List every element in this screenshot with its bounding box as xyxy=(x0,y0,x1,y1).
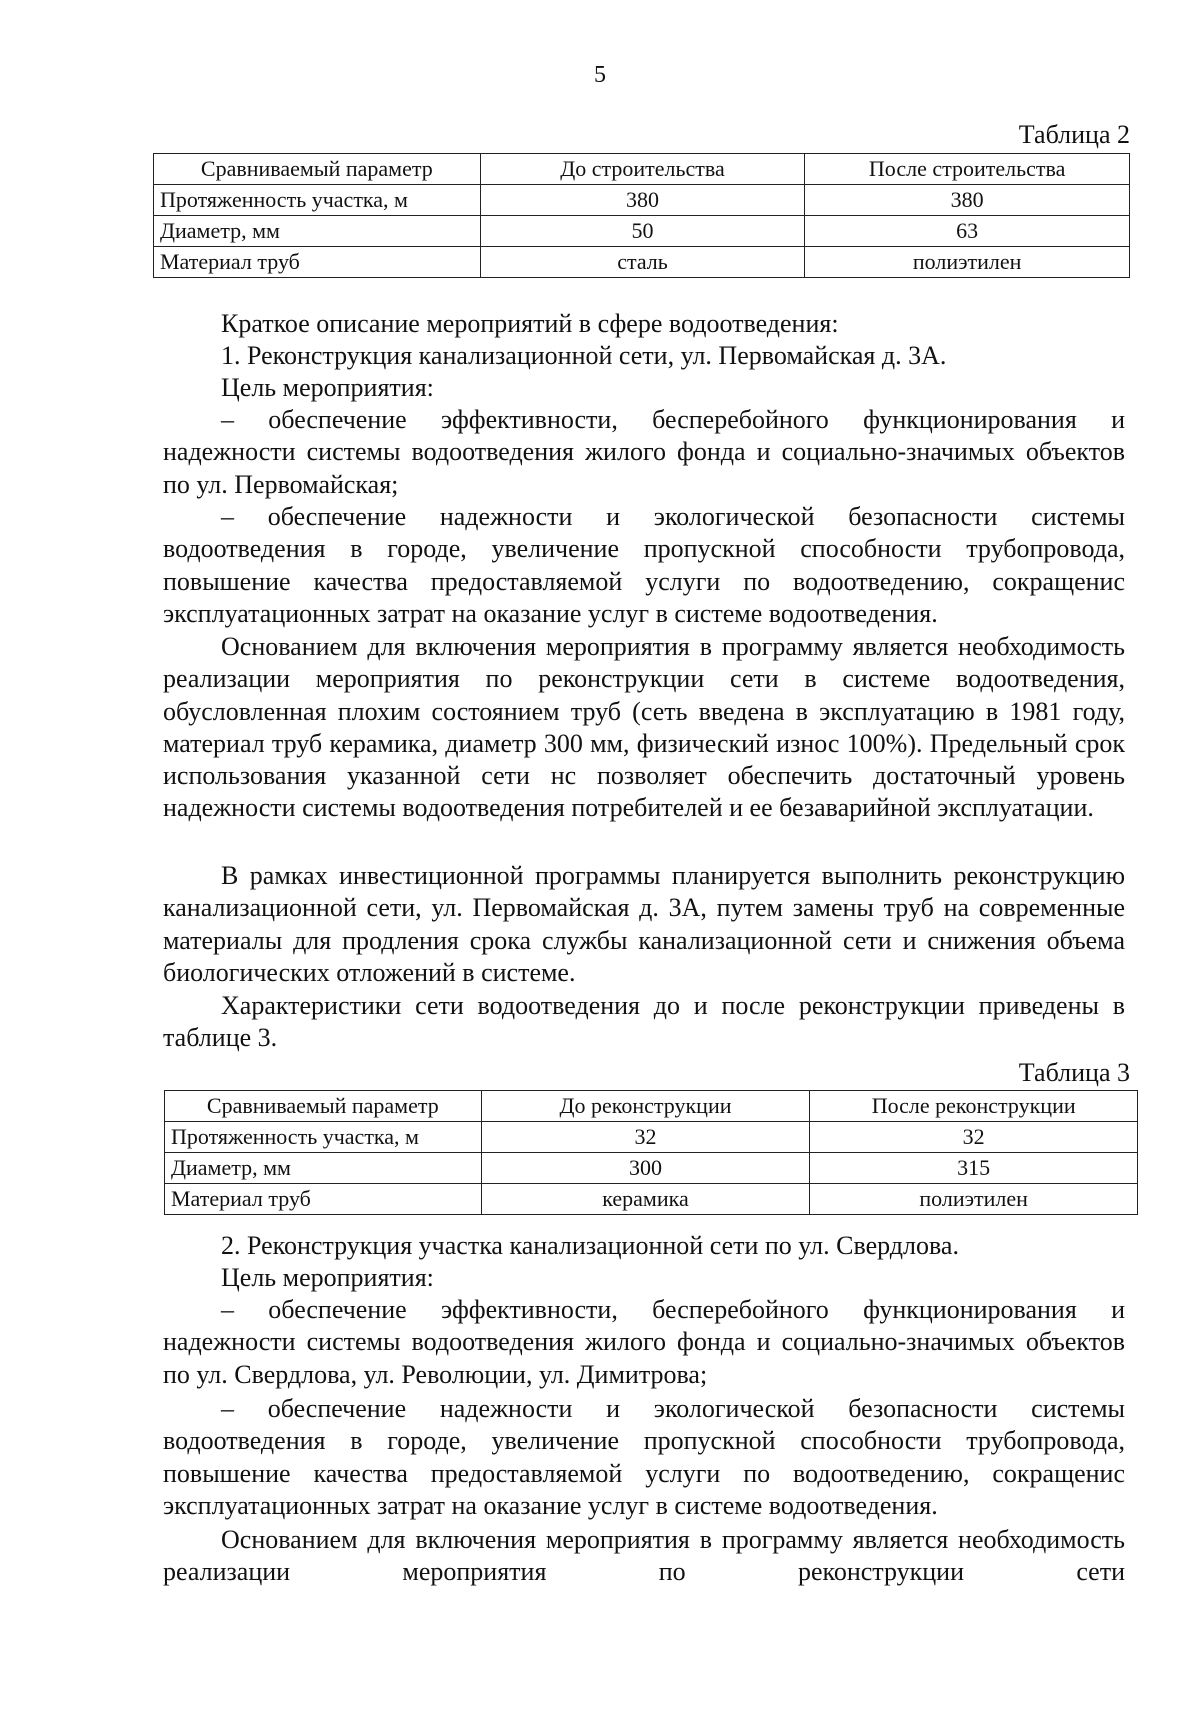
table-cell: Диаметр, мм xyxy=(165,1153,482,1184)
table-cell: полиэтилен xyxy=(810,1184,1138,1215)
table-cell: 300 xyxy=(481,1153,810,1184)
table-header-cell: Сравниваемый параметр xyxy=(154,154,481,185)
goal-label: Цель мероприятия: xyxy=(221,373,434,402)
table-row xyxy=(165,1184,1138,1215)
goal-paragraph: – обеспечение эффективности, бесперебойного функционирования и надежности системы водоотведения жилого фонда и социально-значимых объектов по ул. Первомайская; xyxy=(163,405,1125,499)
goal-label: Цель мероприятия: xyxy=(221,1263,434,1292)
table-cell: Диаметр, мм xyxy=(154,216,481,247)
table-cell: Протяженность участка, м xyxy=(154,185,481,216)
table-cell: 50 xyxy=(480,216,805,247)
table-header-cell: Сравниваемый параметр xyxy=(165,1091,482,1122)
table-3 xyxy=(164,1090,1138,1215)
table-cell: сталь xyxy=(480,247,805,278)
table-row xyxy=(165,1153,1138,1184)
characteristics-paragraph: Характеристики сети водоотведения до и после реконструкции приведены в таблице 3. xyxy=(163,991,1125,1053)
table-header-cell: После строительства xyxy=(805,154,1130,185)
plan-paragraph: В рамках инвестиционной программы планируется выполнить реконструкцию канализационной сети, ул. Первомайская д. 3А, путем замены труб на современные материалы для продления срока службы канализационной сети и снижения объема биологических отложений в системе. xyxy=(163,861,1125,987)
table-header-cell: До строительства xyxy=(480,154,805,185)
table-2 xyxy=(153,153,1130,278)
table-cell: 380 xyxy=(480,185,805,216)
section-intro: Краткое описание мероприятий в сфере водоотведения: xyxy=(221,309,839,338)
table-cell: полиэтилен xyxy=(805,247,1130,278)
table-row xyxy=(154,154,1130,185)
table-cell: 32 xyxy=(481,1122,810,1153)
table-cell: керамика xyxy=(481,1184,810,1215)
goal-paragraph: – обеспечение надежности и экологической безопасности системы водоотведения в городе, увеличение пропускной способности трубопровода, повышение качества предоставляемой услуги по водоотведению, сокращенис эксплуатационных затрат на оказание услуг в системе водоотведения. xyxy=(163,502,1125,628)
table-2-caption: Таблица 2 xyxy=(1018,120,1130,149)
basis-paragraph: Основанием для включения мероприятия в программу является необходимость реализации мероприятия по реконструкции сети в системе водоотведения, обусловленная плохим состоянием труб (сеть введена в эксплуатацию в 1981 году, материал труб керамика, диаметр 300 мм, физический износ 100%). Предельный срок использования указанной сети нс позволяет обеспечить достаточный уровень надежности системы водоотведения потребителей и ее безаварийной эксплуатации. xyxy=(163,632,1125,823)
table-row xyxy=(165,1091,1138,1122)
section-2-title: 2. Реконструкция участка канализационной сети по ул. Свердлова. xyxy=(221,1231,959,1260)
table-row xyxy=(165,1122,1138,1153)
table-row xyxy=(154,216,1130,247)
section-1-title: 1. Реконструкция канализационной сети, ул. Первомайская д. 3А. xyxy=(221,341,947,370)
basis-paragraph: Основанием для включения мероприятия в программу является необходимость реализации мероприятия по реконструкции сети xyxy=(163,1525,1125,1587)
table-header-cell: После реконструкции xyxy=(810,1091,1138,1122)
goal-paragraph: – обеспечение надежности и экологической безопасности системы водоотведения в городе, увеличение пропускной способности трубопровода, повышение качества предоставляемой услуги по водоотведению, сокращенис эксплуатационных затрат на оказание услуг в системе водоотведения. xyxy=(163,1394,1125,1520)
table-row xyxy=(154,185,1130,216)
page-number: 5 xyxy=(594,62,606,88)
table-cell: 315 xyxy=(810,1153,1138,1184)
goal-paragraph: – обеспечение эффективности, бесперебойного функционирования и надежности системы водоотведения жилого фонда и социально-значимых объектов по ул. Свердлова, ул. Революции, ул. Димитрова; xyxy=(163,1295,1125,1389)
table-cell: 32 xyxy=(810,1122,1138,1153)
table-row xyxy=(154,247,1130,278)
table-cell: 63 xyxy=(805,216,1130,247)
table-cell: Материал труб xyxy=(154,247,481,278)
table-cell: 380 xyxy=(805,185,1130,216)
table-cell: Материал труб xyxy=(165,1184,482,1215)
table-3-caption: Таблица 3 xyxy=(1018,1058,1130,1087)
table-cell: Протяженность участка, м xyxy=(165,1122,482,1153)
table-header-cell: До реконструкции xyxy=(481,1091,810,1122)
